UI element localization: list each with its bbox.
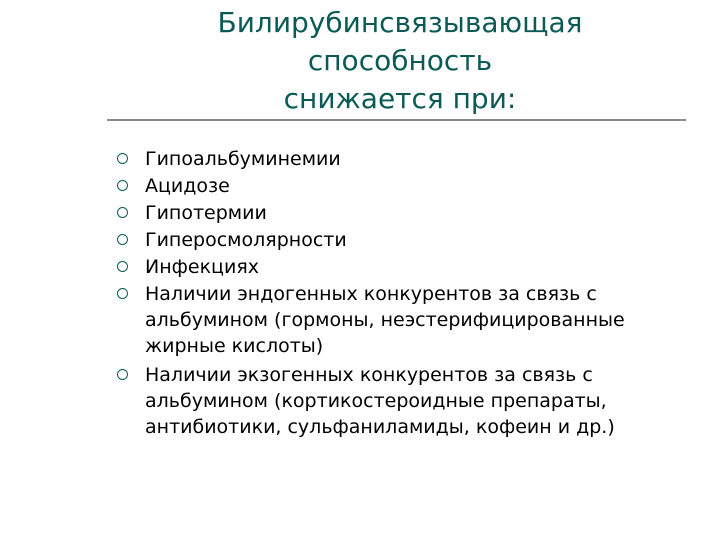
list-item-text: Гипоальбуминемии bbox=[145, 148, 341, 170]
hollow-circle-icon bbox=[117, 153, 128, 164]
list-item bbox=[116, 173, 686, 199]
list-item-text: Гиперосмолярности bbox=[145, 229, 347, 251]
list-item bbox=[116, 200, 686, 226]
list-item bbox=[116, 227, 686, 253]
list-item-text: Инфекциях bbox=[145, 256, 259, 278]
list-item bbox=[116, 146, 686, 172]
hollow-circle-icon bbox=[117, 180, 128, 191]
list-item bbox=[116, 362, 686, 440]
list-item-text: Ацидозе bbox=[145, 175, 230, 197]
hollow-circle-icon bbox=[117, 288, 128, 299]
slide-title bbox=[130, 4, 670, 118]
title-line: снижается при: bbox=[283, 82, 517, 115]
list-item bbox=[116, 254, 686, 280]
list-item bbox=[116, 281, 686, 359]
hollow-circle-icon bbox=[117, 207, 128, 218]
list-item-text: Наличии экзогенных конкурентов за связь с альбумином (кортикостероидные препараты, антибиотики, сульфаниламиды, кофеин и др.) bbox=[145, 364, 615, 438]
hollow-circle-icon bbox=[117, 261, 128, 272]
title-divider bbox=[107, 119, 686, 121]
list-item-text: Гипотермии bbox=[145, 202, 267, 224]
list-item-text: Наличии эндогенных конкурентов за связь с альбумином (гормоны, неэстерифицированные жирные кислоты) bbox=[145, 283, 625, 357]
hollow-circle-icon bbox=[117, 369, 128, 380]
title-line: способность bbox=[307, 44, 493, 77]
bullet-list bbox=[116, 146, 686, 443]
title-line: Билирубинсвязывающая bbox=[217, 6, 583, 39]
hollow-circle-icon bbox=[117, 234, 128, 245]
